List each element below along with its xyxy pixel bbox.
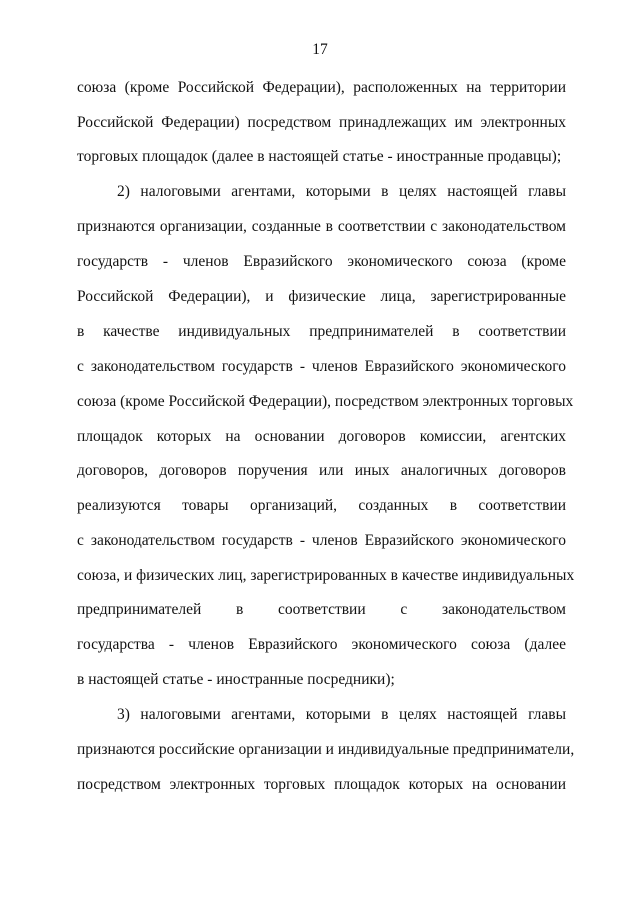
text-line: 3) налоговыми агентами, которыми в целях настоящей главы <box>117 706 566 723</box>
text-line: в качестве индивидуальных предпринимателей в соответствии <box>77 323 566 340</box>
text-line: предпринимателей в соответствии с законодательством <box>77 601 566 618</box>
text-line: союза, и физических лиц, зарегистрированных в качестве индивидуальных <box>77 567 575 584</box>
text-line: с законодательством государств - членов Евразийского экономического <box>77 358 566 375</box>
text-line: признаются российские организации и индивидуальные предприниматели, <box>77 741 575 758</box>
text-line: посредством электронных торговых площадок которых на основании <box>77 776 566 793</box>
text-line: признаются организации, созданные в соответствии с законодательством <box>77 218 566 235</box>
text-line: союза (кроме Российской Федерации), посредством электронных торговых <box>77 393 574 410</box>
text-line: реализуются товары организаций, созданных в соответствии <box>77 497 566 514</box>
text-line: союза (кроме Российской Федерации), расположенных на территории <box>77 79 566 96</box>
text-line: Российской Федерации), и физические лица, зарегистрированные <box>77 288 566 305</box>
text-line: 2) налоговыми агентами, которыми в целях настоящей главы <box>117 183 566 200</box>
text-line: в настоящей статье - иностранные посредники); <box>77 671 395 688</box>
page-number: 17 <box>312 41 328 58</box>
text-line: с законодательством государств - членов Евразийского экономического <box>77 532 566 549</box>
text-line: государства - членов Евразийского экономического союза (далее <box>77 636 566 653</box>
text-line: Российской Федерации) посредством принадлежащих им электронных <box>77 114 566 131</box>
text-line: площадок которых на основании договоров комиссии, агентских <box>77 428 566 445</box>
text-line: договоров, договоров поручения или иных аналогичных договоров <box>77 462 566 479</box>
text-line: государств - членов Евразийского экономического союза (кроме <box>77 253 566 270</box>
text-line: торговых площадок (далее в настоящей статье - иностранные продавцы); <box>77 148 562 165</box>
